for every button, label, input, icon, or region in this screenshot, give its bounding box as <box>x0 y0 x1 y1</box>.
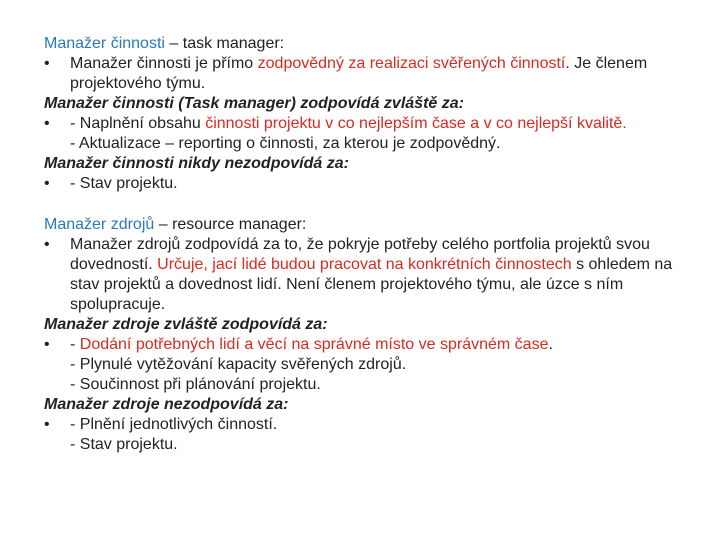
task-resp-item-1-highlight: činnosti projektu v co nejlepším čase a v co nejlepší kvalitě. <box>205 115 627 132</box>
task-desc-highlight: zodpovědný za realizaci svěřených činností <box>257 55 566 72</box>
task-manager-section <box>44 34 684 194</box>
resource-resp-item-1-highlight: Dodání potřebných lidí a věcí na správné místo ve správném čase <box>79 336 549 353</box>
bullet-dot: • <box>44 416 50 433</box>
resource-resp-item-3: - Součinnost při plánování projektu. <box>70 376 321 393</box>
task-desc-part1: Manažer činnosti je přímo <box>70 55 258 72</box>
resource-desc-highlight: Určuje, jací lidé budou pracovat na konkrétních činnostech <box>157 256 572 273</box>
bullet-dot: • <box>44 236 50 253</box>
task-responsibility-heading: Manažer činnosti (Task manager) zodpovídá zvláště za: <box>44 95 464 112</box>
task-never-heading: Manažer činnosti nikdy nezodpovídá za: <box>44 155 349 172</box>
bullet-dot: • <box>44 336 50 353</box>
resource-never-item-2: - Stav projektu. <box>70 436 178 453</box>
resource-resp-item-1-suffix: . <box>548 336 553 353</box>
task-responsibility-list <box>44 114 684 154</box>
slide-content <box>44 34 684 455</box>
resource-resp-item-1 <box>70 335 684 355</box>
task-manager-heading-name: Manažer činnosti <box>44 35 165 52</box>
resource-manager-heading <box>44 215 684 235</box>
resource-responsibility-list <box>44 335 684 395</box>
task-desc-part3: . Je členem projektového týmu. <box>70 55 648 92</box>
task-resp-item-1-prefix: - Naplnění obsahu <box>70 115 206 132</box>
resource-responsibility-heading: Manažer zdroje zvláště zodpovídá za: <box>44 316 328 333</box>
bullet-dot: • <box>44 55 50 72</box>
resource-resp-item-2: - Plynulé vytěžování kapacity svěřených zdrojů. <box>70 356 407 373</box>
bullet-dot: • <box>44 115 50 132</box>
task-manager-heading <box>44 34 684 54</box>
resource-desc-part1: Manažer zdrojů zodpovídá za to, že pokryje potřeby celého portfolia projektů svou dovedností. <box>70 236 650 273</box>
resource-never-item-1: - Plnění jednotlivých činností. <box>70 416 278 433</box>
task-resp-item-2: - Aktualizace – reporting o činnosti, za kterou je zodpovědný. <box>70 135 501 152</box>
task-manager-description <box>44 54 684 94</box>
resource-manager-description <box>44 235 684 315</box>
bullet-dot: • <box>44 175 50 192</box>
resource-manager-heading-rest: – resource manager: <box>154 216 307 233</box>
resource-manager-heading-name: Manažer zdrojů <box>44 216 155 233</box>
resource-desc-part3: s ohledem na stav projektů a dovednost lidí. Není členem projektového týmu, ale úzce s ním spolupracuje. <box>70 256 673 313</box>
task-resp-item-1 <box>70 114 684 134</box>
resource-never-heading: Manažer zdroje nezodpovídá za: <box>44 396 289 413</box>
task-never-list <box>44 174 684 194</box>
resource-resp-item-1-prefix: - <box>70 336 80 353</box>
resource-never-list <box>44 415 684 455</box>
task-manager-heading-rest: – task manager: <box>164 35 285 52</box>
section-spacer <box>44 194 684 215</box>
resource-manager-section <box>44 215 684 455</box>
task-never-item-1: - Stav projektu. <box>70 175 178 192</box>
